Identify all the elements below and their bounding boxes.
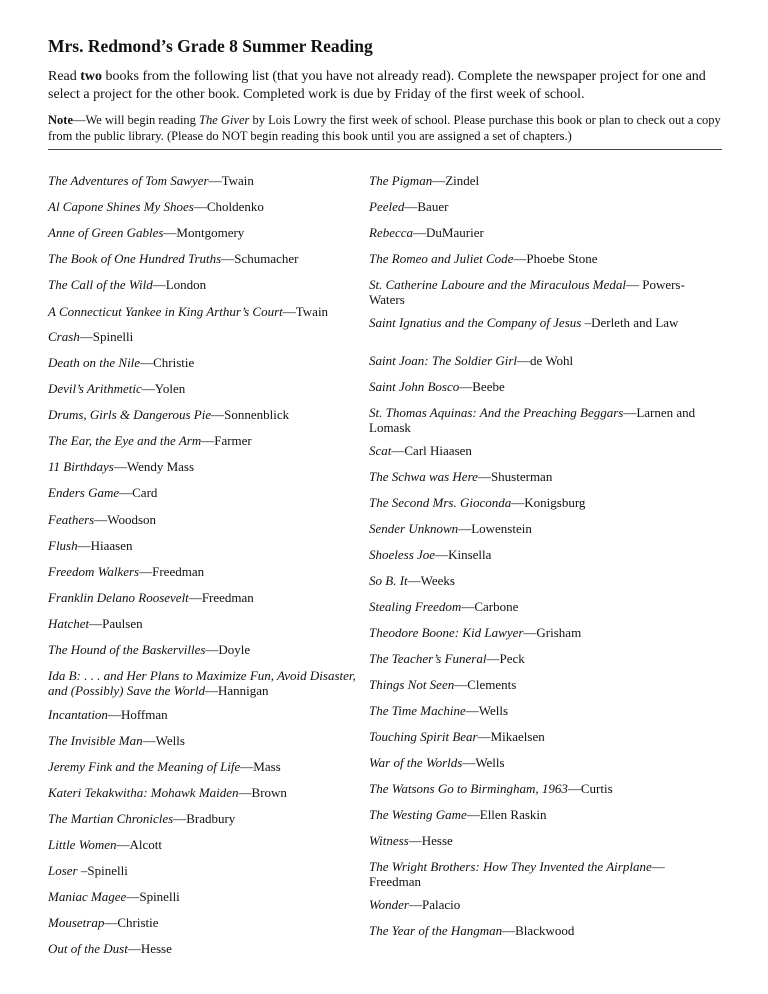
book-entry bbox=[48, 225, 368, 240]
book-title: The Call of the Wild bbox=[48, 277, 153, 292]
book-title: Jeremy Fink and the Meaning of Life bbox=[48, 759, 241, 774]
book-author: —Beebe bbox=[459, 379, 505, 394]
divider-line bbox=[48, 149, 722, 150]
book-title: The Year of the Hangman bbox=[369, 923, 503, 938]
book-author: —Alcott bbox=[116, 837, 162, 852]
book-author: —Bradbury bbox=[173, 811, 236, 826]
book-author: —Hiaasen bbox=[77, 538, 133, 553]
book-entry bbox=[369, 599, 714, 614]
note-book-title: The Giver bbox=[199, 113, 250, 127]
book-title: Peeled bbox=[369, 199, 405, 214]
book-author: —Schumacher bbox=[221, 251, 299, 266]
book-author: —Brown bbox=[238, 785, 287, 800]
book-title: Freedom Walkers bbox=[48, 564, 140, 579]
book-title: War of the Worlds bbox=[369, 755, 463, 770]
book-entry bbox=[48, 759, 368, 774]
book-author: —Freedman bbox=[139, 564, 205, 579]
book-author: —Woodson bbox=[94, 512, 157, 527]
book-entry bbox=[369, 923, 714, 938]
book-title: The Time Machine bbox=[369, 703, 466, 718]
book-entry bbox=[369, 703, 714, 718]
book-entry bbox=[369, 225, 714, 240]
book-author: — Freedman bbox=[369, 859, 665, 889]
book-title: Kateri Tekakwitha: Mohawk Maiden bbox=[48, 785, 239, 800]
book-author: —Peck bbox=[486, 651, 525, 666]
book-title: Wonder bbox=[369, 897, 409, 912]
book-title: Loser bbox=[48, 863, 78, 878]
book-author: —Mikaelsen bbox=[477, 729, 545, 744]
book-title: Maniac Magee bbox=[48, 889, 127, 904]
book-author: —Paulsen bbox=[89, 616, 143, 631]
note-label: Note bbox=[48, 113, 73, 127]
book-title: Flush bbox=[48, 538, 78, 553]
book-author: —Zindel bbox=[432, 173, 480, 188]
book-author: —Wells bbox=[465, 703, 509, 718]
book-entry bbox=[48, 785, 368, 800]
book-entry bbox=[369, 199, 714, 214]
book-title: Witness bbox=[369, 833, 409, 848]
book-entry bbox=[48, 707, 368, 722]
book-author: —Phoebe Stone bbox=[513, 251, 598, 266]
book-entry bbox=[369, 315, 714, 330]
book-entry bbox=[369, 495, 714, 510]
book-entry bbox=[369, 405, 714, 435]
book-author: —Hesse bbox=[408, 833, 453, 848]
book-author: —Card bbox=[119, 485, 158, 500]
page-title: Mrs. Redmond’s Grade 8 Summer Reading bbox=[48, 36, 373, 56]
book-entry bbox=[48, 407, 368, 422]
book-title: Scat bbox=[369, 443, 392, 458]
book-entry bbox=[369, 443, 714, 458]
book-title: Anne of Green Gables bbox=[48, 225, 164, 240]
instructions-emphasis: two bbox=[80, 69, 103, 84]
book-author: —Hoffman bbox=[107, 707, 168, 722]
book-entry bbox=[48, 459, 368, 474]
book-author: —Wendy Mass bbox=[113, 459, 195, 474]
book-author: —Grisham bbox=[523, 625, 582, 640]
book-author: —Carbone bbox=[461, 599, 519, 614]
book-title: Hatchet bbox=[48, 616, 90, 631]
book-author: —Curtis bbox=[567, 781, 613, 796]
book-entry bbox=[48, 915, 368, 930]
book-entry bbox=[369, 729, 714, 744]
book-author: —Spinelli bbox=[126, 889, 180, 904]
book-author: —Larnen and Lomask bbox=[369, 405, 696, 435]
book-title: The Martian Chronicles bbox=[48, 811, 174, 826]
book-author: —Sonnenblick bbox=[211, 407, 290, 422]
book-author: —Doyle bbox=[205, 642, 251, 657]
book-author: —Twain bbox=[282, 304, 329, 319]
book-title: The Teacher’s Funeral bbox=[369, 651, 487, 666]
book-entry bbox=[369, 677, 714, 692]
instructions-text-end: books from the following list (that you have not already read). Complete the newspaper project for one and select a project for the other book. Completed work is due by Friday of the first week of school. bbox=[48, 69, 706, 102]
book-author: —Wells bbox=[142, 733, 185, 748]
book-title: Little Women bbox=[48, 837, 117, 852]
book-entry bbox=[48, 277, 368, 292]
book-entry bbox=[48, 642, 368, 657]
book-entry bbox=[369, 755, 714, 770]
book-title: The Pigman bbox=[369, 173, 433, 188]
book-title: Death on the Nile bbox=[48, 355, 141, 370]
book-entry bbox=[48, 590, 368, 605]
note-text-start: —We will begin reading bbox=[73, 113, 200, 127]
book-entry bbox=[369, 833, 714, 848]
note-paragraph bbox=[48, 112, 722, 144]
book-title: The Book of One Hundred Truths bbox=[48, 251, 222, 266]
book-author: —Christie bbox=[140, 355, 195, 370]
book-author: –Spinelli bbox=[77, 863, 128, 878]
book-author: —Carl Hiaasen bbox=[391, 443, 472, 458]
book-author: —Bauer bbox=[404, 199, 449, 214]
book-author: —Hesse bbox=[127, 941, 172, 956]
book-title: 11 Birthdays bbox=[48, 459, 114, 474]
book-entry bbox=[48, 889, 368, 904]
book-entry bbox=[48, 355, 368, 370]
book-author: —Shusterman bbox=[477, 469, 553, 484]
instructions-text-start: Read bbox=[48, 69, 81, 84]
book-author: —Spinelli bbox=[79, 329, 134, 344]
document-page bbox=[48, 36, 722, 956]
book-author: —DuMaurier bbox=[413, 225, 484, 240]
book-entry bbox=[369, 277, 714, 307]
book-entry bbox=[369, 547, 714, 562]
book-author: —Hannigan bbox=[204, 683, 269, 698]
book-entry bbox=[369, 781, 714, 796]
book-title: Theodore Boone: Kid Lawyer bbox=[369, 625, 524, 640]
book-title: The Romeo and Juliet Code bbox=[369, 251, 514, 266]
book-author: —London bbox=[152, 277, 207, 292]
book-title: Franklin Delano Roosevelt bbox=[48, 590, 189, 605]
book-entry bbox=[48, 564, 368, 579]
book-title: Devil’s Arithmetic bbox=[48, 381, 142, 396]
book-author: —Twain bbox=[208, 173, 254, 188]
book-author: —Blackwood bbox=[502, 923, 575, 938]
book-entry bbox=[369, 251, 714, 266]
book-entry bbox=[48, 512, 368, 527]
book-title: The Westing Game bbox=[369, 807, 467, 822]
book-entry bbox=[369, 353, 714, 368]
book-title: St. Thomas Aquinas: And the Preaching Beggars bbox=[369, 405, 624, 420]
book-title: St. Catherine Laboure and the Miraculous Medal bbox=[369, 277, 626, 292]
book-title: The Adventures of Tom Sawyer bbox=[48, 173, 209, 188]
book-entry bbox=[369, 807, 714, 822]
book-entry bbox=[48, 668, 368, 698]
book-entry bbox=[48, 433, 368, 448]
book-entry bbox=[48, 811, 368, 826]
book-author: —Freedman bbox=[188, 590, 254, 605]
book-title: So B. It bbox=[369, 573, 408, 588]
book-title: Enders Game bbox=[48, 485, 120, 500]
book-author: —Palacio bbox=[408, 897, 461, 912]
book-entry bbox=[369, 859, 714, 889]
book-entry bbox=[369, 469, 714, 484]
book-author: —Ellen Raskin bbox=[466, 807, 547, 822]
book-title: Mousetrap bbox=[48, 915, 105, 930]
book-title: Crash bbox=[48, 329, 80, 344]
book-title: Feathers bbox=[48, 512, 95, 527]
book-title: Drums, Girls & Dangerous Pie bbox=[48, 407, 212, 422]
book-author: —Yolen bbox=[141, 381, 186, 396]
book-entry bbox=[369, 573, 714, 588]
book-entry bbox=[369, 521, 714, 536]
book-entry bbox=[369, 651, 714, 666]
book-author: —Mass bbox=[240, 759, 281, 774]
book-author: —Christie bbox=[104, 915, 159, 930]
instructions-paragraph bbox=[48, 68, 722, 103]
book-author: —Weeks bbox=[407, 573, 455, 588]
book-author: —Kinsella bbox=[435, 547, 492, 562]
book-title: Saint Ignatius and the Company of Jesus bbox=[369, 315, 582, 330]
book-title: Sender Unknown bbox=[369, 521, 459, 536]
book-title: The Ear, the Eye and the Arm bbox=[48, 433, 202, 448]
book-title: Shoeless Joe bbox=[369, 547, 436, 562]
book-author: —Farmer bbox=[201, 433, 252, 448]
book-entry bbox=[369, 379, 714, 394]
book-entry bbox=[48, 941, 368, 956]
book-title: The Schwa was Here bbox=[369, 469, 478, 484]
book-title: The Second Mrs. Gioconda bbox=[369, 495, 512, 510]
book-title: Out of the Dust bbox=[48, 941, 128, 956]
book-title: Saint John Bosco bbox=[369, 379, 460, 394]
book-title: Things Not Seen bbox=[369, 677, 455, 692]
book-entry bbox=[48, 251, 368, 266]
book-entry bbox=[48, 538, 368, 553]
book-title: Saint Joan: The Soldier Girl bbox=[369, 353, 518, 368]
book-title: A Connecticut Yankee in King Arthur’s Court bbox=[48, 304, 283, 319]
book-author: —Clements bbox=[454, 677, 517, 692]
book-title: Rebecca bbox=[369, 225, 414, 240]
book-entry bbox=[369, 625, 714, 640]
book-author: —Montgomery bbox=[163, 225, 245, 240]
book-entry bbox=[48, 304, 368, 319]
book-author: —de Wohl bbox=[517, 353, 574, 368]
book-entry bbox=[369, 173, 714, 188]
book-entry bbox=[369, 897, 714, 912]
book-author: —Wells bbox=[462, 755, 505, 770]
book-title: Touching Spirit Bear bbox=[369, 729, 478, 744]
book-entry bbox=[48, 616, 368, 631]
book-author: —Konigsburg bbox=[511, 495, 586, 510]
book-entry bbox=[48, 381, 368, 396]
book-author: —Choldenko bbox=[193, 199, 264, 214]
book-title: The Invisible Man bbox=[48, 733, 143, 748]
book-entry bbox=[48, 863, 368, 878]
book-entry bbox=[48, 173, 368, 188]
book-author: –Derleth and Law bbox=[581, 315, 679, 330]
book-entry bbox=[48, 733, 368, 748]
book-entry bbox=[48, 199, 368, 214]
book-title: The Wright Brothers: How They Invented the Airplane bbox=[369, 859, 652, 874]
book-title: Al Capone Shines My Shoes bbox=[48, 199, 194, 214]
book-title: Incantation bbox=[48, 707, 108, 722]
book-author: —Lowenstein bbox=[458, 521, 532, 536]
book-title: The Watsons Go to Birmingham, 1963 bbox=[369, 781, 568, 796]
book-title: Stealing Freedom bbox=[369, 599, 462, 614]
book-entry bbox=[48, 485, 368, 500]
note-text-end: by Lois Lowry the first week of school. Please purchase this book or plan to check out a copy from the public library. (Please do NOT begin reading this book until you are assigned a set of chapters.) bbox=[48, 113, 721, 143]
book-title: Ida B: . . . and Her Plans to Maximize Fun, Avoid Disaster, and (Possibly) Save the World bbox=[48, 668, 356, 698]
book-entry bbox=[48, 329, 368, 344]
book-title: The Hound of the Baskervilles bbox=[48, 642, 206, 657]
book-entry bbox=[48, 837, 368, 852]
book-author: — Powers-Waters bbox=[369, 277, 685, 307]
